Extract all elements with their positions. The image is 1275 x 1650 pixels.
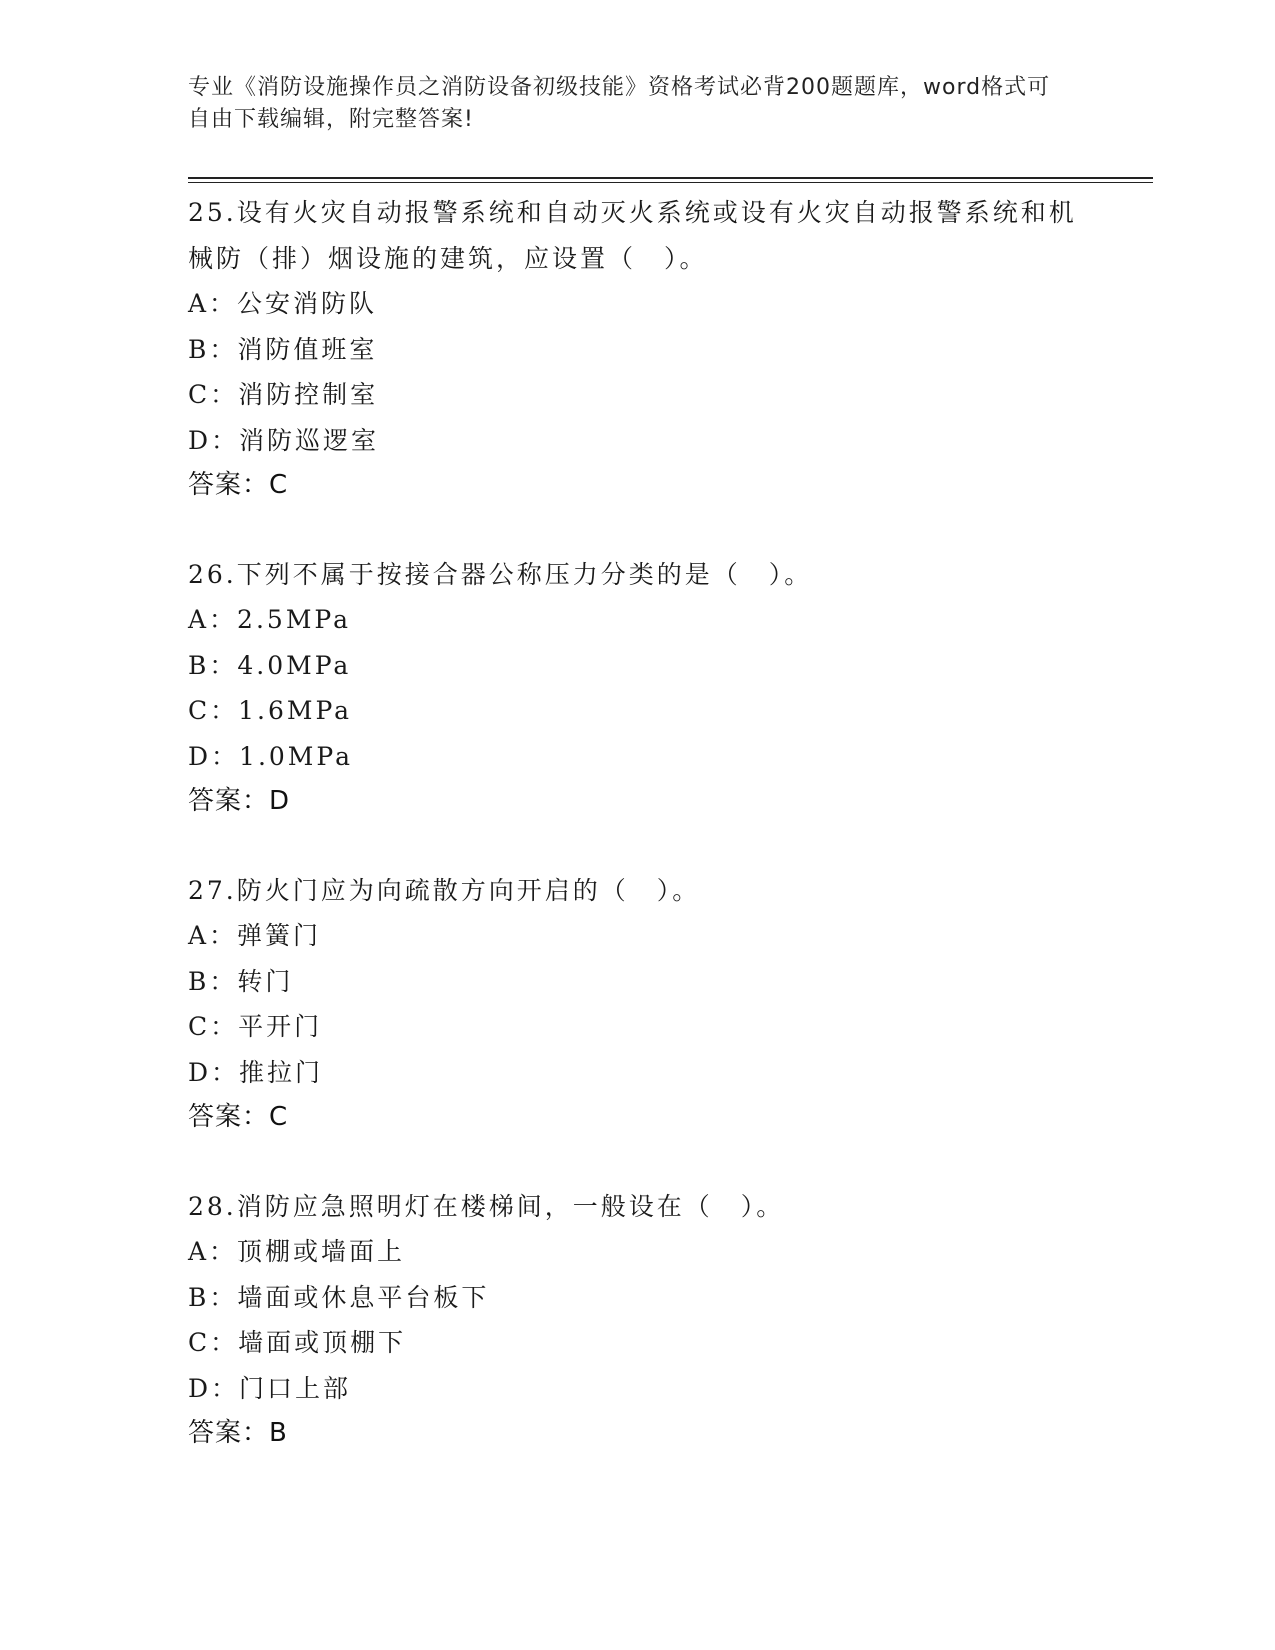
answer-line: 答案：C (188, 1102, 289, 1132)
header-divider-thin (188, 182, 1153, 183)
option-b: B：转门 (188, 966, 294, 996)
question-stem: 28.消防应急照明灯在楼梯间，一般设在（ ）。 (188, 1191, 785, 1221)
question-stem: 25.设有火灾自动报警系统和自动灭火系统或设有火灾自动报警系统和机械防（排）烟设施的建筑，应设置（ ）。 (188, 198, 1077, 273)
option-b: B：4.0MPa (188, 650, 352, 680)
option-c: C：1.6MPa (188, 696, 353, 725)
option-a: A：2.5MPa (188, 605, 352, 634)
question-28 (188, 1184, 1088, 1457)
question-26 (188, 552, 1088, 825)
option-b: B：墙面或休息平台板下 (188, 1282, 490, 1312)
question-stem: 27.防火门应为向疏散方向开启的（ ）。 (188, 875, 701, 905)
option-a: A：公安消防队 (188, 289, 378, 318)
option-d: D：门口上部 (188, 1373, 352, 1403)
header-divider-thick (188, 177, 1153, 179)
option-d: D：消防巡逻室 (188, 425, 380, 455)
option-c: C：墙面或顶棚下 (188, 1328, 407, 1357)
question-list (188, 190, 1088, 1500)
question-25 (188, 190, 1088, 509)
document-header: 专业《消防设施操作员之消防设备初级技能》资格考试必背200题题库，word格式可自由下载编辑，附完整答案! (188, 75, 1051, 132)
question-stem: 26.下列不属于按接合器公称压力分类的是（ ）。 (188, 559, 813, 589)
option-d: D：推拉门 (188, 1057, 324, 1087)
option-c: C：消防控制室 (188, 380, 379, 409)
answer-line: 答案：D (188, 786, 291, 816)
option-d: D：1.0MPa (188, 741, 354, 771)
option-b: B：消防值班室 (188, 334, 378, 364)
answer-line: 答案：B (188, 1418, 288, 1448)
option-c: C：平开门 (188, 1012, 323, 1041)
option-a: A：弹簧门 (188, 921, 322, 950)
option-a: A：顶棚或墙面上 (188, 1237, 406, 1266)
question-27 (188, 868, 1088, 1141)
answer-line: 答案：C (188, 470, 289, 500)
